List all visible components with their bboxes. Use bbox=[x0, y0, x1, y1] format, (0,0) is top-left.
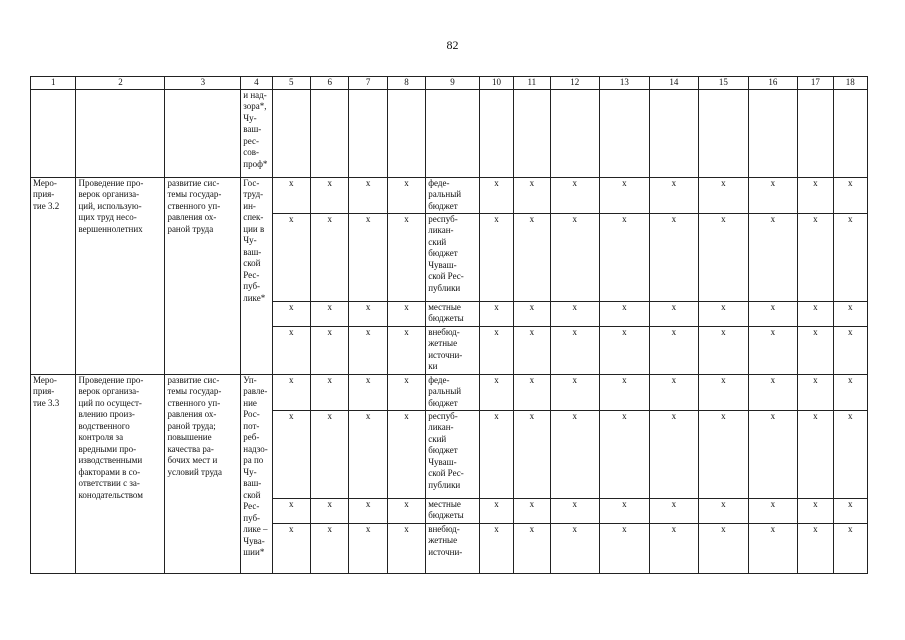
mark-cell: x bbox=[349, 498, 387, 523]
mark-cell: x bbox=[349, 374, 387, 410]
mark-cell: x bbox=[748, 498, 798, 523]
mark-cell: x bbox=[748, 301, 798, 326]
cell-empty bbox=[165, 89, 241, 177]
mark-cell: x bbox=[600, 213, 650, 301]
executor-cell: Уп- равле- ние Рос- пот- реб- надзо- ра по Чу- ваш- ской Рес- пуб- лике – Чува- шии* bbox=[241, 374, 272, 573]
funding-source: респуб- ликан- ский бюджет Чуваш- ской Рес- публики bbox=[426, 410, 480, 498]
column-header: 2 bbox=[76, 77, 165, 90]
mark-cell: x bbox=[699, 523, 749, 573]
mark-cell: x bbox=[272, 177, 310, 213]
mark-cell: x bbox=[310, 301, 348, 326]
mark-cell: x bbox=[649, 301, 699, 326]
funding-source: местные бюджеты bbox=[426, 498, 480, 523]
mark-cell: x bbox=[272, 498, 310, 523]
continuation-row bbox=[31, 89, 868, 177]
mark-cell: x bbox=[387, 326, 425, 374]
mark-cell: x bbox=[387, 374, 425, 410]
cell-empty bbox=[272, 89, 310, 177]
column-header: 15 bbox=[699, 77, 749, 90]
mark-cell: x bbox=[798, 410, 833, 498]
mark-cell: x bbox=[649, 213, 699, 301]
mark-cell: x bbox=[514, 410, 550, 498]
mark-cell: x bbox=[699, 410, 749, 498]
column-header: 12 bbox=[550, 77, 600, 90]
funding-source: внебюд- жетные источни- bbox=[426, 523, 480, 573]
mark-cell: x bbox=[600, 498, 650, 523]
mark-cell: x bbox=[798, 301, 833, 326]
cell-empty bbox=[76, 89, 165, 177]
cell-empty bbox=[31, 89, 76, 177]
column-header: 10 bbox=[479, 77, 513, 90]
cell-empty bbox=[649, 89, 699, 177]
mark-cell: x bbox=[600, 326, 650, 374]
cell-empty bbox=[426, 89, 480, 177]
funding-source: феде- ральный бюджет bbox=[426, 177, 480, 213]
mark-cell: x bbox=[833, 213, 867, 301]
mark-cell: x bbox=[798, 498, 833, 523]
mark-cell: x bbox=[649, 177, 699, 213]
executor-cell: Гос- труд- ин- спек- ции в Чу- ваш- ской Рес- пуб- лике* bbox=[241, 177, 272, 374]
mark-cell: x bbox=[649, 523, 699, 573]
mark-cell: x bbox=[349, 410, 387, 498]
cell-empty bbox=[600, 89, 650, 177]
mark-cell: x bbox=[798, 326, 833, 374]
mark-cell: x bbox=[699, 498, 749, 523]
mark-cell: x bbox=[272, 374, 310, 410]
column-header: 16 bbox=[748, 77, 798, 90]
mark-cell: x bbox=[798, 374, 833, 410]
mark-cell: x bbox=[550, 374, 600, 410]
mark-cell: x bbox=[514, 498, 550, 523]
cell-empty bbox=[833, 89, 867, 177]
mark-cell: x bbox=[649, 374, 699, 410]
page-number: 82 bbox=[446, 38, 459, 52]
mark-cell: x bbox=[748, 374, 798, 410]
mark-cell: x bbox=[479, 374, 513, 410]
measure-number: Меро- прия- тие 3.3 bbox=[31, 374, 76, 573]
mark-cell: x bbox=[798, 213, 833, 301]
mark-cell: x bbox=[310, 326, 348, 374]
mark-cell: x bbox=[649, 498, 699, 523]
mark-cell: x bbox=[272, 301, 310, 326]
mark-cell: x bbox=[272, 523, 310, 573]
executor-cell: и над- зора*, Чу- ваш- рес- сов- проф* bbox=[241, 89, 272, 177]
mark-cell: x bbox=[550, 410, 600, 498]
column-header: 17 bbox=[798, 77, 833, 90]
mark-cell: x bbox=[699, 213, 749, 301]
mark-cell: x bbox=[514, 374, 550, 410]
column-header: 5 bbox=[272, 77, 310, 90]
mark-cell: x bbox=[349, 326, 387, 374]
mark-cell: x bbox=[833, 374, 867, 410]
funding-source: респуб- ликан- ский бюджет Чуваш- ской Рес- публики bbox=[426, 213, 480, 301]
mark-cell: x bbox=[349, 523, 387, 573]
mark-cell: x bbox=[310, 523, 348, 573]
cell-empty bbox=[387, 89, 425, 177]
column-header: 8 bbox=[387, 77, 425, 90]
cell-empty bbox=[310, 89, 348, 177]
mark-cell: x bbox=[600, 374, 650, 410]
cell-empty bbox=[349, 89, 387, 177]
funding-source: внебюд- жетные источни- ки bbox=[426, 326, 480, 374]
mark-cell: x bbox=[748, 177, 798, 213]
mark-cell: x bbox=[699, 326, 749, 374]
mark-cell: x bbox=[349, 301, 387, 326]
mark-cell: x bbox=[479, 523, 513, 573]
mark-cell: x bbox=[833, 498, 867, 523]
cell-empty bbox=[479, 89, 513, 177]
mark-cell: x bbox=[310, 498, 348, 523]
measure-goal: развитие сис- темы государ- ственного уп- равления ох- раной труда; повышение качества ра- бочих мест и условий труда bbox=[165, 374, 241, 573]
mark-cell: x bbox=[550, 498, 600, 523]
mark-cell: x bbox=[514, 523, 550, 573]
mark-cell: x bbox=[748, 326, 798, 374]
mark-cell: x bbox=[600, 177, 650, 213]
cell-empty bbox=[699, 89, 749, 177]
cell-empty bbox=[798, 89, 833, 177]
mark-cell: x bbox=[387, 498, 425, 523]
mark-cell: x bbox=[550, 213, 600, 301]
cell-empty bbox=[514, 89, 550, 177]
table-row bbox=[31, 177, 868, 213]
mark-cell: x bbox=[514, 177, 550, 213]
mark-cell: x bbox=[649, 326, 699, 374]
mark-cell: x bbox=[272, 213, 310, 301]
mark-cell: x bbox=[349, 213, 387, 301]
mark-cell: x bbox=[310, 374, 348, 410]
mark-cell: x bbox=[310, 177, 348, 213]
mark-cell: x bbox=[833, 410, 867, 498]
mark-cell: x bbox=[479, 410, 513, 498]
column-header: 13 bbox=[600, 77, 650, 90]
measure-description: Проведение про- верок организа- ций, использую- щих труд несо- вершеннолетних bbox=[76, 177, 165, 374]
mark-cell: x bbox=[349, 177, 387, 213]
column-header: 6 bbox=[310, 77, 348, 90]
mark-cell: x bbox=[387, 213, 425, 301]
mark-cell: x bbox=[550, 326, 600, 374]
measure-description: Проведение про- верок организа- ций по осущест- влению произ- водственного контроля за вредными про- изводственными факторами в со- ответствии с за- конодательством bbox=[76, 374, 165, 573]
column-header: 1 bbox=[31, 77, 76, 90]
mark-cell: x bbox=[479, 498, 513, 523]
column-header: 7 bbox=[349, 77, 387, 90]
mark-cell: x bbox=[479, 301, 513, 326]
mark-cell: x bbox=[600, 301, 650, 326]
column-header: 3 bbox=[165, 77, 241, 90]
mark-cell: x bbox=[514, 213, 550, 301]
funding-source: феде- ральный бюджет bbox=[426, 374, 480, 410]
mark-cell: x bbox=[272, 326, 310, 374]
funding-source: местные бюджеты bbox=[426, 301, 480, 326]
mark-cell: x bbox=[699, 301, 749, 326]
mark-cell: x bbox=[387, 410, 425, 498]
mark-cell: x bbox=[748, 523, 798, 573]
mark-cell: x bbox=[479, 326, 513, 374]
mark-cell: x bbox=[479, 213, 513, 301]
cell-empty bbox=[550, 89, 600, 177]
program-table bbox=[30, 76, 868, 574]
mark-cell: x bbox=[514, 326, 550, 374]
column-header: 4 bbox=[241, 77, 272, 90]
mark-cell: x bbox=[699, 177, 749, 213]
mark-cell: x bbox=[833, 523, 867, 573]
column-header: 14 bbox=[649, 77, 699, 90]
mark-cell: x bbox=[833, 177, 867, 213]
mark-cell: x bbox=[387, 301, 425, 326]
column-header: 18 bbox=[833, 77, 867, 90]
mark-cell: x bbox=[798, 177, 833, 213]
mark-cell: x bbox=[699, 374, 749, 410]
mark-cell: x bbox=[600, 410, 650, 498]
mark-cell: x bbox=[649, 410, 699, 498]
mark-cell: x bbox=[387, 177, 425, 213]
mark-cell: x bbox=[272, 410, 310, 498]
cell-empty bbox=[748, 89, 798, 177]
mark-cell: x bbox=[310, 213, 348, 301]
mark-cell: x bbox=[833, 301, 867, 326]
column-header: 9 bbox=[426, 77, 480, 90]
column-number-row bbox=[31, 77, 868, 90]
mark-cell: x bbox=[310, 410, 348, 498]
mark-cell: x bbox=[600, 523, 650, 573]
mark-cell: x bbox=[748, 213, 798, 301]
table-row bbox=[31, 374, 868, 410]
mark-cell: x bbox=[833, 326, 867, 374]
mark-cell: x bbox=[479, 177, 513, 213]
measure-number: Меро- прия- тие 3.2 bbox=[31, 177, 76, 374]
measure-goal: развитие сис- темы государ- ственного уп- равления ох- раной труда bbox=[165, 177, 241, 374]
mark-cell: x bbox=[514, 301, 550, 326]
mark-cell: x bbox=[550, 523, 600, 573]
mark-cell: x bbox=[550, 177, 600, 213]
mark-cell: x bbox=[550, 301, 600, 326]
mark-cell: x bbox=[798, 523, 833, 573]
mark-cell: x bbox=[748, 410, 798, 498]
mark-cell: x bbox=[387, 523, 425, 573]
column-header: 11 bbox=[514, 77, 550, 90]
